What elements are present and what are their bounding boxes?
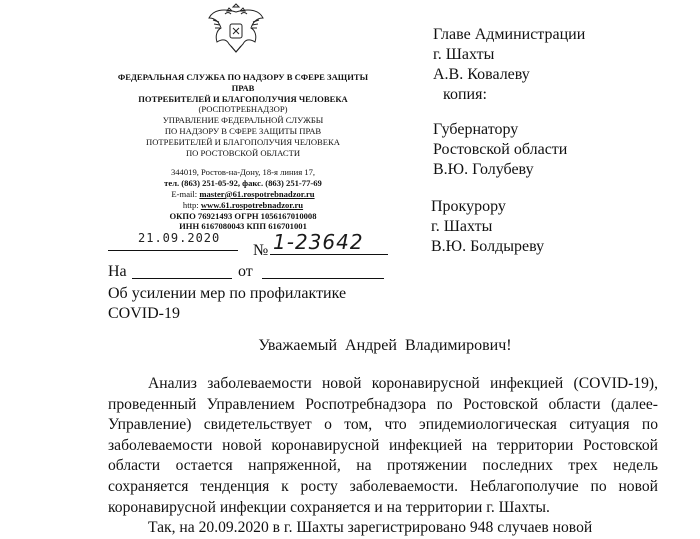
addressee-line: Прокурору <box>431 198 506 215</box>
agency-short-name: (РОСПОТРЕБНАДЗОР) <box>198 104 288 115</box>
http-label: http: <box>182 199 201 210</box>
salutation-text: Уважаемый Андрей Владимирович! <box>258 337 512 354</box>
date-underline <box>108 250 238 251</box>
reply-to-label: На <box>108 263 127 280</box>
addressee-line: В.Ю. Болдыреву <box>431 238 545 255</box>
copy-label: копия: <box>443 86 487 103</box>
email-link[interactable]: master@61.rospotrebnadzor.ru <box>199 188 315 199</box>
body-paragraph-1: Анализ заболеваемости новой коронавирусной инфекцией (COVID-19), проведенный Управлением Роспотребнадзора по Ростовской области (далее-Управление) свидетельствует о том, что эпидемиологическая ситуация по заболеваемости новой коронавирусной инфекцией на территории Ростовской области остается напряженной, на протяжении последних трех недель сохраняется тенденция к росту заболеваемости. Неблагополучие по новой коронавирусной инфекции сохраняется и на территории г. Шахты. <box>108 375 658 516</box>
addressee-line: Ростовской области <box>433 141 568 158</box>
agency-name-line-2: ПОТРЕБИТЕЛЕЙ И БЛАГОПОЛУЧИЯ ЧЕЛОВЕКА <box>138 93 348 104</box>
website-link[interactable]: www.61.rospotrebnadzor.ru <box>200 199 304 210</box>
registration-line <box>108 228 398 259</box>
reply-to-underline <box>132 278 232 279</box>
number-sign: № <box>253 242 269 259</box>
salutation <box>0 337 700 355</box>
number-underline <box>270 254 388 255</box>
addressee-line: В.Ю. Голубеву <box>433 161 534 178</box>
addressee-governor <box>433 120 567 180</box>
russian-coat-of-arms-icon <box>205 0 267 58</box>
letter-date: 21.09.2020 <box>138 231 221 245</box>
agency-name-line-1: ФЕДЕРАЛЬНАЯ СЛУЖБА ПО НАДЗОРУ В СФЕРЕ ЗАЩИТЫ ПРАВ <box>117 72 369 93</box>
department-line-4: ПО РОСТОВСКОЙ ОБЛАСТИ <box>185 147 301 158</box>
agency-website-line <box>108 200 378 211</box>
department-line-2: ПО НАДЗОРУ В СФЕРЕ ЗАЩИТЫ ПРАВ <box>164 125 322 136</box>
addressee-line: г. Шахты <box>431 218 493 235</box>
addressee-head-administration <box>433 25 585 105</box>
email-label: E-mail: <box>171 188 200 199</box>
reply-from-underline <box>262 278 384 279</box>
agency-email-line <box>108 189 378 200</box>
department-line-3: ПОТРЕБИТЕЛЕЙ И БЛАГОПОЛУЧИЯ ЧЕЛОВЕКА <box>146 136 340 147</box>
addressee-line: Губернатору <box>433 121 519 138</box>
reply-from-label: от <box>238 263 253 280</box>
addressee-line: А.В. Ковалеву <box>433 66 530 83</box>
letter-number: 1-23642 <box>273 230 364 254</box>
subject-line-1: Об усилении мер по профилактике <box>108 285 347 302</box>
agency-phones: тел. (863) 251-05-92, факс. (863) 251-77-69 <box>164 178 322 189</box>
inn-kpp: ИНН 6167080043 КПП 616701001 <box>179 221 307 232</box>
addressee-line: г. Шахты <box>433 46 495 63</box>
body-paragraph-2: Так, на 20.09.2020 в г. Шахты зарегистрировано 948 случаев новой <box>148 519 593 537</box>
letterhead <box>108 72 378 232</box>
letter-subject <box>108 284 346 324</box>
letter-body <box>108 374 658 539</box>
addressee-prosecutor <box>431 197 544 257</box>
agency-address: 344019, Ростов-на-Дону, 18-я линия 17, <box>170 167 316 178</box>
department-line-1: УПРАВЛЕНИЕ ФЕДЕРАЛЬНОЙ СЛУЖБЫ <box>162 115 324 126</box>
okpo-ogrn: ОКПО 76921493 ОГРН 1056167010008 <box>169 210 317 221</box>
subject-line-2: COVID-19 <box>108 305 180 322</box>
addressee-line: Главе Администрации <box>433 26 586 43</box>
